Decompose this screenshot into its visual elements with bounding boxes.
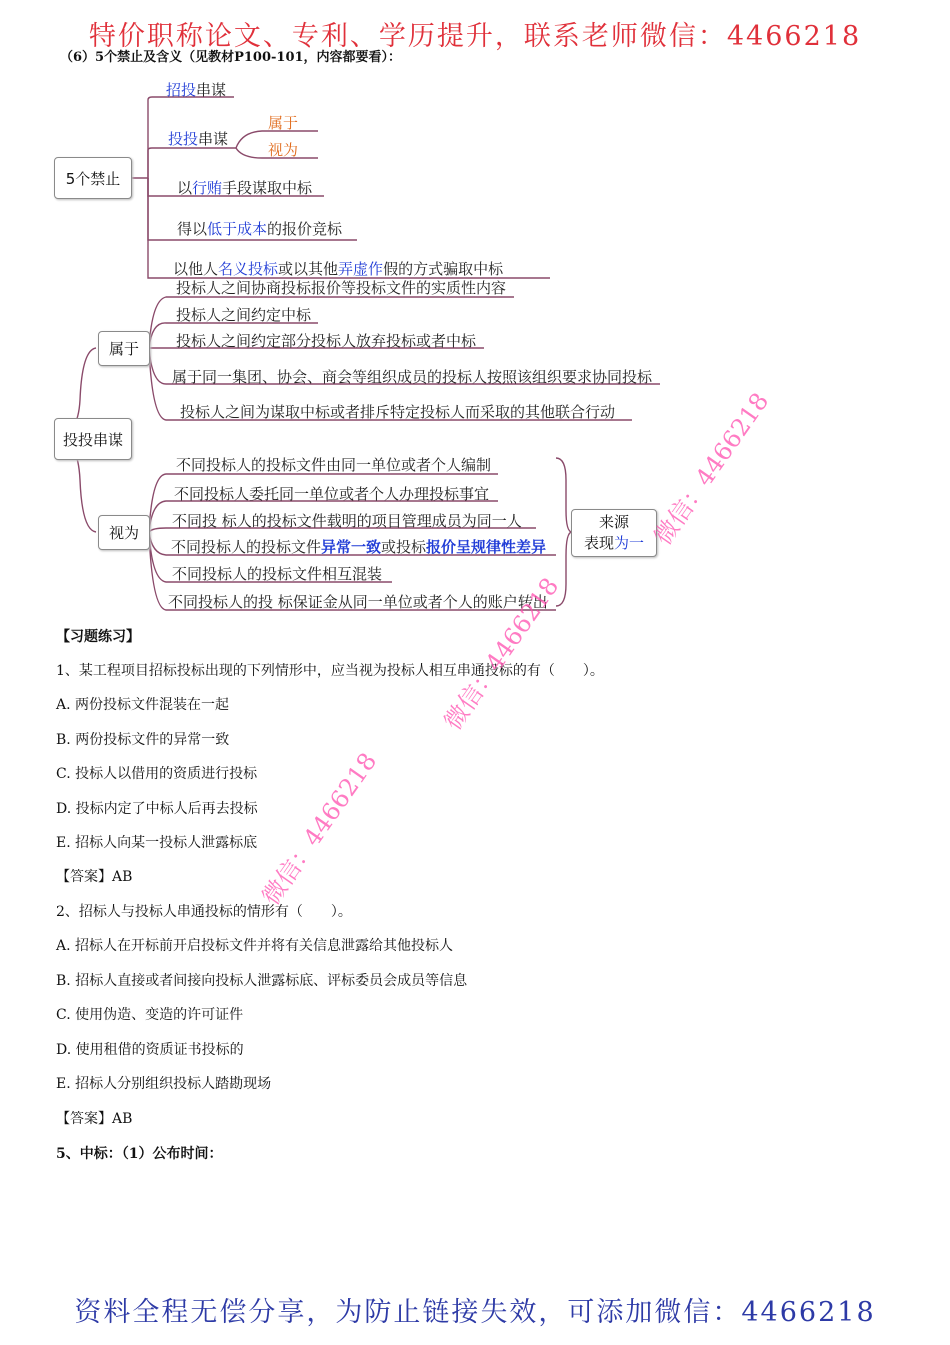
question-1-option: C. 投标人以借用的资质进行投标 <box>56 766 258 782</box>
belong-item: 属于同一集团、协会、商会等组织成员的投标人按照该组织要求协同投标 <box>172 368 653 386</box>
branch-bidder-collusion: 投投串谋 <box>168 130 229 148</box>
belong-item: 投标人之间为谋取中标或者排斥特定投标人而采取的其他联合行动 <box>180 403 616 421</box>
section-heading: （6）5个禁止及含义（见教材P100-101，内容都要看）： <box>60 50 402 65</box>
question-2-option: E. 招标人分别组织投标人踏勘现场 <box>56 1076 272 1092</box>
exercise-heading: 【习题练习】 <box>56 629 140 645</box>
question-2-answer: 【答案】AB <box>56 1111 133 1127</box>
question-2-stem: 2、招标人与投标人串通投标的情形有（ ）。 <box>56 904 352 920</box>
deem-item: 不同投标人的投标文件相互混装 <box>172 565 383 583</box>
question-2-option: B. 招标人直接或者间接向投标人泄露标底、评标委员会成员等信息 <box>56 973 468 989</box>
branch-belong: 属于 <box>268 114 299 132</box>
watermark: 微信：4466218 <box>648 387 775 551</box>
question-1-stem: 1、某工程项目招标投标出现的下列情形中，应当视为投标人相互串通投标的有（ ）。 <box>56 663 604 679</box>
branch-bribery: 以行贿手段谋取中标 <box>177 179 313 197</box>
node-belong: 属于 <box>98 331 150 366</box>
branch-fraud: 以他人名义投标或以其他弄虚作假的方式骗取中标 <box>173 260 504 278</box>
deem-item: 不同投标人委托同一单位或者个人办理投标事宜 <box>174 485 490 503</box>
belong-item: 投标人之间约定部分投标人放弃投标或者中标 <box>176 332 477 350</box>
watermark: 微信：4466218 <box>438 572 565 736</box>
question-1-option: B. 两份投标文件的异常一致 <box>56 732 230 748</box>
mindmap-root-bidder-collusion: 投投串谋 <box>54 418 132 460</box>
section-5-heading: 5、中标：（1）公布时间： <box>56 1146 223 1162</box>
branch-deem: 视为 <box>268 141 299 159</box>
branch-tender-bidder-collusion: 招投串谋 <box>166 81 227 99</box>
question-1-option: D. 投标内定了中标人后再去投标 <box>56 801 258 817</box>
deem-item: 不同投标人的投标文件由同一单位或者个人编制 <box>176 456 492 474</box>
watermark: 微信：4466218 <box>256 747 383 911</box>
belong-item: 投标人之间协商投标报价等投标文件的实质性内容 <box>176 279 507 297</box>
belong-item: 投标人之间约定中标 <box>176 306 312 324</box>
question-1-option: A. 两份投标文件混装在一起 <box>56 697 230 713</box>
node-source-expression: 来源 表现为一 <box>571 509 657 557</box>
top-promo-banner: 特价职称论文、专利、学历提升，联系老师微信：4466218 <box>88 21 862 52</box>
question-1-answer: 【答案】AB <box>56 869 133 885</box>
question-2-option: D. 使用租借的资质证书投标的 <box>56 1042 244 1058</box>
question-2-option: C. 使用伪造、变造的许可证件 <box>56 1007 244 1023</box>
question-1-option: E. 招标人向某一投标人泄露标底 <box>56 835 258 851</box>
mindmap-root-five-prohibitions: 5个禁止 <box>54 157 132 199</box>
deem-item-highlighted: 不同投标人的投标文件异常一致或投标报价呈规律性差异 <box>171 538 547 556</box>
branch-below-cost: 得以低于成本的报价竞标 <box>177 220 343 238</box>
node-deem: 视为 <box>98 515 150 550</box>
deem-item: 不同投 标人的投标文件载明的项目管理成员为同一人 <box>172 512 522 530</box>
deem-item: 不同投标人的投 标保证金从同一单位或者个人的账户转出 <box>168 593 548 611</box>
question-2-option: A. 招标人在开标前开启投标文件并将有关信息泄露给其他投标人 <box>56 938 454 954</box>
bottom-promo-banner: 资料全程无偿分享，为防止链接失效，可添加微信：4466218 <box>74 1297 876 1328</box>
